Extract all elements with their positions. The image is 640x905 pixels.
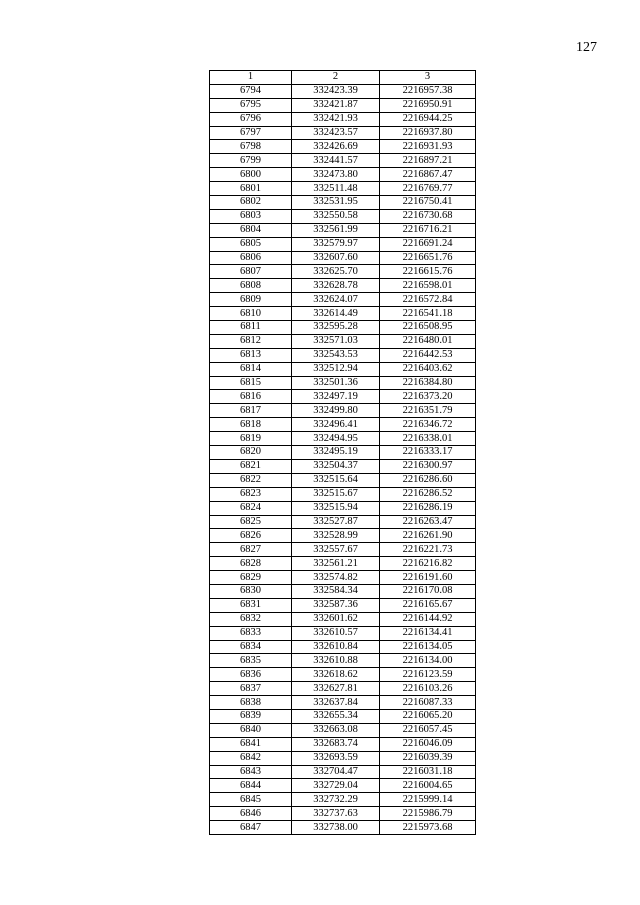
cell-point-number: 6843 <box>210 765 292 779</box>
cell-y-coordinate: 2216216.82 <box>380 557 476 571</box>
table-row <box>210 446 476 460</box>
cell-point-number: 6814 <box>210 362 292 376</box>
cell-y-coordinate: 2216897.21 <box>380 154 476 168</box>
cell-point-number: 6794 <box>210 84 292 98</box>
cell-x-coordinate: 332610.88 <box>292 654 380 668</box>
cell-point-number: 6797 <box>210 126 292 140</box>
cell-point-number: 6795 <box>210 98 292 112</box>
table-header-row <box>210 71 476 85</box>
cell-x-coordinate: 332618.62 <box>292 668 380 682</box>
cell-y-coordinate: 2215986.79 <box>380 807 476 821</box>
cell-point-number: 6819 <box>210 432 292 446</box>
cell-y-coordinate: 2216031.18 <box>380 765 476 779</box>
cell-y-coordinate: 2216931.93 <box>380 140 476 154</box>
cell-point-number: 6811 <box>210 321 292 335</box>
cell-x-coordinate: 332663.08 <box>292 723 380 737</box>
cell-x-coordinate: 332732.29 <box>292 793 380 807</box>
cell-x-coordinate: 332637.84 <box>292 696 380 710</box>
cell-x-coordinate: 332574.82 <box>292 571 380 585</box>
cell-y-coordinate: 2216134.41 <box>380 626 476 640</box>
cell-point-number: 6845 <box>210 793 292 807</box>
cell-y-coordinate: 2216261.90 <box>380 529 476 543</box>
cell-x-coordinate: 332587.36 <box>292 598 380 612</box>
cell-point-number: 6823 <box>210 487 292 501</box>
cell-y-coordinate: 2216867.47 <box>380 168 476 182</box>
cell-y-coordinate: 2216442.53 <box>380 348 476 362</box>
table-row <box>210 723 476 737</box>
cell-x-coordinate: 332614.49 <box>292 307 380 321</box>
cell-point-number: 6809 <box>210 293 292 307</box>
cell-y-coordinate: 2216057.45 <box>380 723 476 737</box>
cell-x-coordinate: 332738.00 <box>292 821 380 835</box>
cell-point-number: 6796 <box>210 112 292 126</box>
cell-y-coordinate: 2216134.00 <box>380 654 476 668</box>
cell-point-number: 6832 <box>210 612 292 626</box>
table-row <box>210 584 476 598</box>
table-row <box>210 501 476 515</box>
table-row <box>210 390 476 404</box>
cell-point-number: 6840 <box>210 723 292 737</box>
cell-point-number: 6829 <box>210 571 292 585</box>
cell-point-number: 6820 <box>210 446 292 460</box>
cell-point-number: 6810 <box>210 307 292 321</box>
cell-point-number: 6844 <box>210 779 292 793</box>
table-row <box>210 654 476 668</box>
cell-y-coordinate: 2216286.52 <box>380 487 476 501</box>
table-row <box>210 779 476 793</box>
column-header-y: 3 <box>380 71 476 85</box>
cell-point-number: 6835 <box>210 654 292 668</box>
cell-point-number: 6846 <box>210 807 292 821</box>
cell-y-coordinate: 2216957.38 <box>380 84 476 98</box>
cell-y-coordinate: 2216346.72 <box>380 418 476 432</box>
cell-point-number: 6822 <box>210 473 292 487</box>
cell-y-coordinate: 2215973.68 <box>380 821 476 835</box>
table-row <box>210 84 476 98</box>
table-row <box>210 515 476 529</box>
table-row <box>210 265 476 279</box>
cell-y-coordinate: 2216750.41 <box>380 196 476 210</box>
cell-y-coordinate: 2216286.19 <box>380 501 476 515</box>
cell-point-number: 6839 <box>210 709 292 723</box>
cell-y-coordinate: 2216508.95 <box>380 321 476 335</box>
cell-y-coordinate: 2216598.01 <box>380 279 476 293</box>
cell-point-number: 6833 <box>210 626 292 640</box>
table-row <box>210 196 476 210</box>
cell-point-number: 6798 <box>210 140 292 154</box>
table-row <box>210 404 476 418</box>
cell-y-coordinate: 2215999.14 <box>380 793 476 807</box>
cell-x-coordinate: 332531.95 <box>292 196 380 210</box>
table-row <box>210 321 476 335</box>
table-row <box>210 626 476 640</box>
cell-y-coordinate: 2216691.24 <box>380 237 476 251</box>
cell-point-number: 6805 <box>210 237 292 251</box>
column-header-point: 1 <box>210 71 292 85</box>
cell-point-number: 6827 <box>210 543 292 557</box>
cell-x-coordinate: 332426.69 <box>292 140 380 154</box>
cell-x-coordinate: 332515.64 <box>292 473 380 487</box>
cell-y-coordinate: 2216046.09 <box>380 737 476 751</box>
cell-y-coordinate: 2216065.20 <box>380 709 476 723</box>
cell-point-number: 6828 <box>210 557 292 571</box>
table-row <box>210 793 476 807</box>
table-row <box>210 807 476 821</box>
table-row <box>210 126 476 140</box>
table-row <box>210 432 476 446</box>
table-row <box>210 529 476 543</box>
table-row <box>210 640 476 654</box>
cell-y-coordinate: 2216134.05 <box>380 640 476 654</box>
cell-point-number: 6847 <box>210 821 292 835</box>
cell-point-number: 6801 <box>210 182 292 196</box>
table-row <box>210 307 476 321</box>
cell-y-coordinate: 2216572.84 <box>380 293 476 307</box>
cell-x-coordinate: 332499.80 <box>292 404 380 418</box>
cell-x-coordinate: 332561.21 <box>292 557 380 571</box>
table-row <box>210 682 476 696</box>
cell-y-coordinate: 2216338.01 <box>380 432 476 446</box>
cell-x-coordinate: 332511.48 <box>292 182 380 196</box>
cell-x-coordinate: 332423.57 <box>292 126 380 140</box>
table-row <box>210 751 476 765</box>
cell-point-number: 6842 <box>210 751 292 765</box>
cell-x-coordinate: 332579.97 <box>292 237 380 251</box>
table-row <box>210 112 476 126</box>
cell-x-coordinate: 332550.58 <box>292 209 380 223</box>
table-row <box>210 237 476 251</box>
cell-y-coordinate: 2216403.62 <box>380 362 476 376</box>
table-row <box>210 557 476 571</box>
cell-x-coordinate: 332527.87 <box>292 515 380 529</box>
cell-y-coordinate: 2216087.33 <box>380 696 476 710</box>
cell-y-coordinate: 2216351.79 <box>380 404 476 418</box>
cell-y-coordinate: 2216615.76 <box>380 265 476 279</box>
cell-y-coordinate: 2216769.77 <box>380 182 476 196</box>
cell-x-coordinate: 332504.37 <box>292 459 380 473</box>
cell-y-coordinate: 2216480.01 <box>380 334 476 348</box>
cell-point-number: 6826 <box>210 529 292 543</box>
table-row <box>210 696 476 710</box>
cell-y-coordinate: 2216300.97 <box>380 459 476 473</box>
cell-point-number: 6806 <box>210 251 292 265</box>
cell-x-coordinate: 332610.84 <box>292 640 380 654</box>
cell-x-coordinate: 332729.04 <box>292 779 380 793</box>
table-row <box>210 223 476 237</box>
table-row <box>210 154 476 168</box>
cell-point-number: 6821 <box>210 459 292 473</box>
table-row <box>210 709 476 723</box>
cell-y-coordinate: 2216039.39 <box>380 751 476 765</box>
cell-x-coordinate: 332655.34 <box>292 709 380 723</box>
cell-x-coordinate: 332571.03 <box>292 334 380 348</box>
cell-y-coordinate: 2216730.68 <box>380 209 476 223</box>
cell-y-coordinate: 2216123.59 <box>380 668 476 682</box>
cell-x-coordinate: 332683.74 <box>292 737 380 751</box>
table-row <box>210 98 476 112</box>
cell-x-coordinate: 332421.87 <box>292 98 380 112</box>
cell-x-coordinate: 332423.39 <box>292 84 380 98</box>
cell-x-coordinate: 332495.19 <box>292 446 380 460</box>
coordinates-table <box>209 70 476 835</box>
cell-y-coordinate: 2216716.21 <box>380 223 476 237</box>
cell-y-coordinate: 2216221.73 <box>380 543 476 557</box>
cell-y-coordinate: 2216191.60 <box>380 571 476 585</box>
column-header-x: 2 <box>292 71 380 85</box>
table-row <box>210 612 476 626</box>
table-row <box>210 362 476 376</box>
table-row <box>210 293 476 307</box>
cell-x-coordinate: 332528.99 <box>292 529 380 543</box>
cell-x-coordinate: 332584.34 <box>292 584 380 598</box>
cell-x-coordinate: 332515.94 <box>292 501 380 515</box>
cell-x-coordinate: 332704.47 <box>292 765 380 779</box>
cell-point-number: 6818 <box>210 418 292 432</box>
cell-point-number: 6825 <box>210 515 292 529</box>
table-row <box>210 821 476 835</box>
cell-point-number: 6803 <box>210 209 292 223</box>
cell-x-coordinate: 332628.78 <box>292 279 380 293</box>
cell-y-coordinate: 2216165.67 <box>380 598 476 612</box>
cell-y-coordinate: 2216286.60 <box>380 473 476 487</box>
cell-x-coordinate: 332543.53 <box>292 348 380 362</box>
cell-y-coordinate: 2216541.18 <box>380 307 476 321</box>
table-row <box>210 279 476 293</box>
table-body <box>210 71 476 835</box>
cell-y-coordinate: 2216170.08 <box>380 584 476 598</box>
cell-point-number: 6807 <box>210 265 292 279</box>
cell-x-coordinate: 332607.60 <box>292 251 380 265</box>
cell-y-coordinate: 2216651.76 <box>380 251 476 265</box>
cell-x-coordinate: 332595.28 <box>292 321 380 335</box>
cell-x-coordinate: 332737.63 <box>292 807 380 821</box>
cell-point-number: 6815 <box>210 376 292 390</box>
table-row <box>210 418 476 432</box>
cell-y-coordinate: 2216103.26 <box>380 682 476 696</box>
table-row <box>210 251 476 265</box>
cell-point-number: 6824 <box>210 501 292 515</box>
cell-point-number: 6831 <box>210 598 292 612</box>
cell-point-number: 6841 <box>210 737 292 751</box>
table-row <box>210 168 476 182</box>
cell-point-number: 6817 <box>210 404 292 418</box>
cell-x-coordinate: 332496.41 <box>292 418 380 432</box>
cell-point-number: 6812 <box>210 334 292 348</box>
cell-point-number: 6816 <box>210 390 292 404</box>
cell-x-coordinate: 332693.59 <box>292 751 380 765</box>
cell-x-coordinate: 332421.93 <box>292 112 380 126</box>
cell-point-number: 6830 <box>210 584 292 598</box>
table-row <box>210 571 476 585</box>
cell-y-coordinate: 2216937.80 <box>380 126 476 140</box>
table-row <box>210 182 476 196</box>
table-row <box>210 348 476 362</box>
cell-x-coordinate: 332625.70 <box>292 265 380 279</box>
table-row <box>210 487 476 501</box>
cell-point-number: 6813 <box>210 348 292 362</box>
cell-y-coordinate: 2216333.17 <box>380 446 476 460</box>
cell-y-coordinate: 2216373.20 <box>380 390 476 404</box>
table-row <box>210 543 476 557</box>
cell-point-number: 6802 <box>210 196 292 210</box>
cell-y-coordinate: 2216004.65 <box>380 779 476 793</box>
cell-x-coordinate: 332497.19 <box>292 390 380 404</box>
cell-x-coordinate: 332515.67 <box>292 487 380 501</box>
cell-y-coordinate: 2216950.91 <box>380 98 476 112</box>
cell-x-coordinate: 332441.57 <box>292 154 380 168</box>
cell-point-number: 6838 <box>210 696 292 710</box>
cell-x-coordinate: 332494.95 <box>292 432 380 446</box>
cell-x-coordinate: 332557.67 <box>292 543 380 557</box>
table-row <box>210 473 476 487</box>
cell-y-coordinate: 2216384.80 <box>380 376 476 390</box>
table-row <box>210 598 476 612</box>
table-row <box>210 209 476 223</box>
cell-x-coordinate: 332627.81 <box>292 682 380 696</box>
cell-y-coordinate: 2216944.25 <box>380 112 476 126</box>
page-number: 127 <box>576 40 597 55</box>
cell-x-coordinate: 332624.07 <box>292 293 380 307</box>
table-row <box>210 668 476 682</box>
table-row <box>210 334 476 348</box>
cell-point-number: 6837 <box>210 682 292 696</box>
cell-point-number: 6800 <box>210 168 292 182</box>
cell-point-number: 6804 <box>210 223 292 237</box>
cell-x-coordinate: 332512.94 <box>292 362 380 376</box>
cell-x-coordinate: 332473.80 <box>292 168 380 182</box>
cell-y-coordinate: 2216144.92 <box>380 612 476 626</box>
table-row <box>210 459 476 473</box>
cell-point-number: 6834 <box>210 640 292 654</box>
cell-x-coordinate: 332561.99 <box>292 223 380 237</box>
cell-x-coordinate: 332501.36 <box>292 376 380 390</box>
table-row <box>210 376 476 390</box>
table-row <box>210 737 476 751</box>
cell-point-number: 6799 <box>210 154 292 168</box>
table-row <box>210 765 476 779</box>
table-row <box>210 140 476 154</box>
cell-point-number: 6808 <box>210 279 292 293</box>
cell-x-coordinate: 332610.57 <box>292 626 380 640</box>
cell-point-number: 6836 <box>210 668 292 682</box>
cell-x-coordinate: 332601.62 <box>292 612 380 626</box>
cell-y-coordinate: 2216263.47 <box>380 515 476 529</box>
